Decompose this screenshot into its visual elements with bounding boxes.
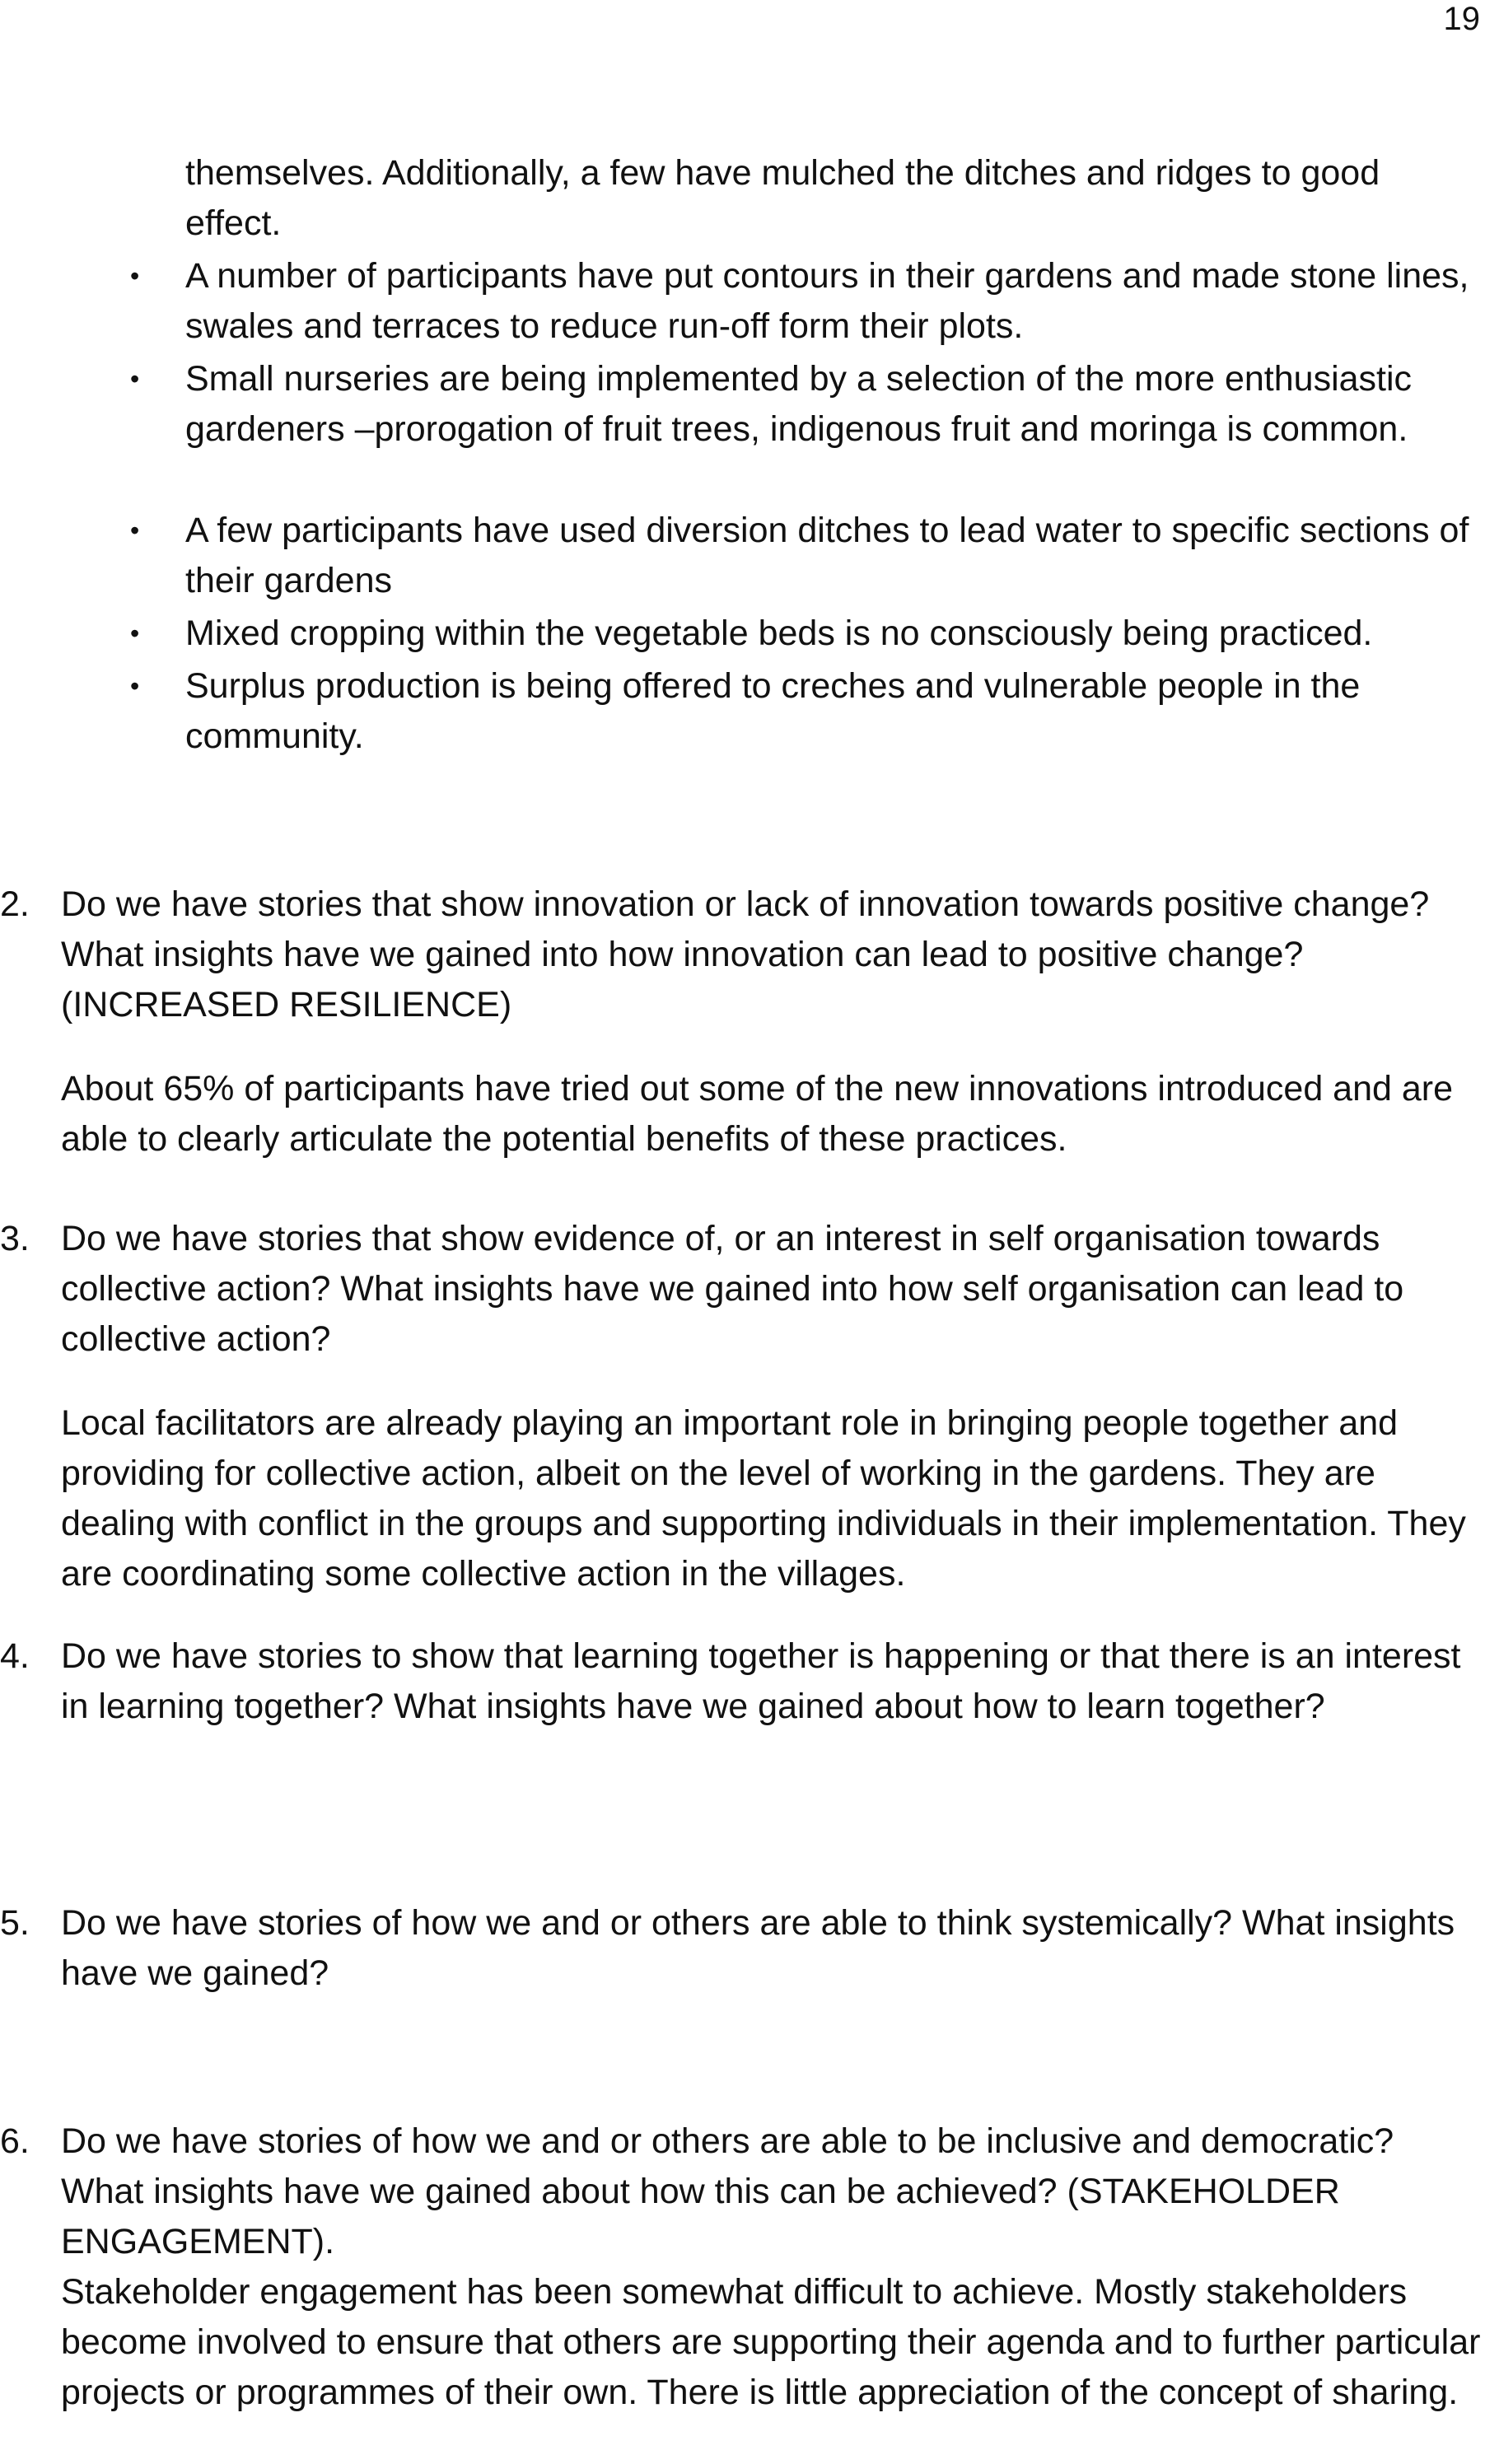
bullet-text: Surplus production is being offered to creches and vulnerable people in the community. [185, 666, 1361, 756]
question-text: Do we have stories that show evidence of, or an interest in self organisation towards collective action? What insights have we gained into how self organisation can lead to collective action? [61, 1219, 1404, 1359]
bullet-icon: • [130, 364, 140, 394]
bullet-text: Mixed cropping within the vegetable beds is no consciously being practiced. [185, 614, 1373, 653]
list-item [0, 506, 1485, 606]
bullet-icon: • [130, 618, 140, 648]
list-item [0, 251, 1485, 352]
bullet-text: A few participants have used diversion ditches to lead water to specific sections of their gardens [185, 511, 1469, 600]
list-item [0, 354, 1485, 505]
bullet-icon: • [130, 671, 140, 701]
question-text: Do we have stories that show innovation or lack of innovation towards positive change? What insights have we gained into how innovation can lead to positive change?(INCREASED RESILIENCE) [61, 884, 1430, 1024]
bullet-icon: • [130, 516, 140, 545]
question-text: Do we have stories to show that learning together is happening or that there is an interest in learning together? What insights have we gained about how to learn together? [61, 1636, 1461, 1726]
question-number: 4. [0, 1636, 30, 1676]
question-text: Do we have stories of how we and or others are able to be inclusive and democratic? What insights have we gained about how this can be achieved? (STAKEHOLDER ENGAGEMENT). [61, 2121, 1394, 2261]
bullet-text: A number of participants have put contours in their gardens and made stone lines, swales and terraces to reduce run-off form their plots. [185, 256, 1469, 346]
list-item [0, 661, 1485, 762]
question-number: 2. [0, 884, 30, 924]
question-text: Do we have stories of how we and or others are able to think systemically? What insights have we gained? [61, 1903, 1455, 1993]
question-number: 6. [0, 2121, 30, 2161]
question-number: 5. [0, 1903, 30, 1943]
answer-text: Stakeholder engagement has been somewhat difficult to achieve. Mostly stakeholders become involved to ensure that others are supporting their agenda and to further particular projects or programmes of their own. There is little appreciation of the concept of sharing. [61, 2272, 1481, 2412]
page-number: 19 [1443, 1, 1480, 37]
bullet-text: Small nurseries are being implemented by a selection of the more enthusiastic gardeners –prorogation of fruit trees, indigenous fruit and moringa is common. [185, 359, 1413, 449]
answer-text: About 65% of participants have tried out some of the new innovations introduced and are able to clearly articulate the potential benefits of these practices. [61, 1069, 1454, 1159]
answer-text: Local facilitators are already playing an important role in bringing people together and providing for collective action, albeit on the level of working in the gardens. They are dealing with conflict in the groups and supporting individuals in their implementation. They are coordinating some collective action in the villages. [61, 1403, 1466, 1594]
intro-continuation: themselves. Additionally, a few have mulched the ditches and ridges to good effect. [185, 153, 1380, 243]
list-item [0, 609, 1485, 659]
bullet-icon: • [130, 261, 140, 291]
question-number: 3. [0, 1219, 30, 1258]
